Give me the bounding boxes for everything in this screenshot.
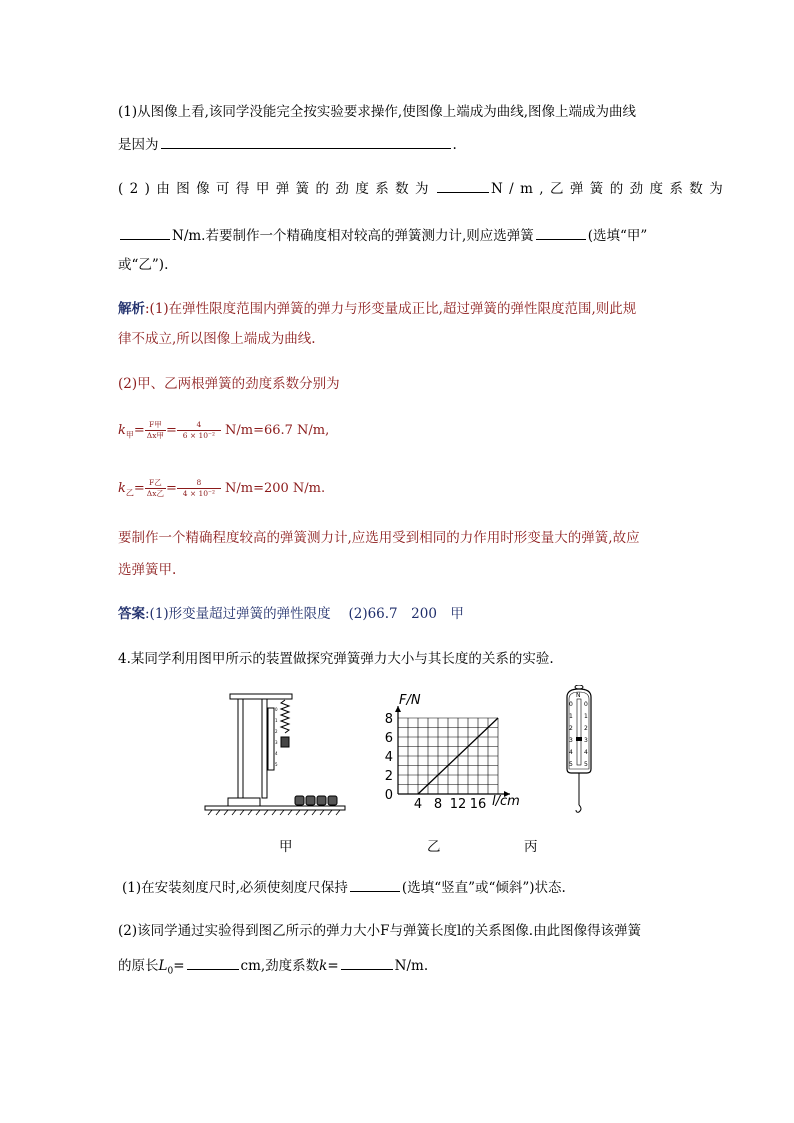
- fraction-values: $\frac{4}{\text{6 × 10⁻²}}$: [177, 420, 221, 441]
- base-board: [205, 806, 345, 810]
- y-tick-label: 6: [384, 731, 393, 746]
- analysis-line-2: [118, 330, 316, 348]
- scale-unit: N: [576, 692, 581, 699]
- svg-text:1: 1: [569, 713, 573, 720]
- fraction-f-dx: $\frac{\text{F甲}}{\text{Δx甲}}$: [146, 420, 164, 440]
- svg-text:0: 0: [569, 701, 573, 708]
- ground-hatch: [208, 810, 340, 815]
- analysis-p2: (2)甲、乙两根弹簧的劲度系数分别为: [118, 376, 340, 392]
- caption-bing: 丙: [524, 839, 538, 855]
- q2-line-1: [118, 178, 729, 198]
- k-symbol: k: [319, 958, 328, 974]
- q4-sub2-line-1: [118, 922, 641, 940]
- analysis-line-5: [118, 561, 176, 579]
- svg-text:4: 4: [569, 749, 573, 756]
- q1-answer-blank[interactable]: [161, 134, 451, 149]
- fraction-values: $\frac{8}{\text{4 × 10⁻²}}$: [177, 478, 221, 499]
- k-symbol: k: [118, 423, 126, 438]
- q2-choice-blank[interactable]: [536, 225, 586, 240]
- apparatus-figure: [200, 688, 350, 818]
- l0-subscript: 0: [167, 966, 174, 977]
- f-l-chart: [372, 690, 532, 815]
- formula-k-jia: $k_甲=$ $\frac{\text{F甲}}{\text{Δx甲}}$ = $\frac{4}{\text{6 × 10⁻²}}$ N/m=66.7 N/m,: [118, 420, 330, 440]
- svg-text:1: 1: [275, 718, 278, 723]
- analysis-p3-cont: 选弹簧甲.: [118, 562, 177, 578]
- q2-k-yi-blank[interactable]: [120, 225, 170, 240]
- analysis-line-4: [118, 529, 640, 547]
- q2-text-d: (选填“甲”: [587, 228, 648, 244]
- svg-text:5: 5: [569, 761, 573, 768]
- analysis-p3: 要制作一个精确程度较高的弹簧测力计,应选用受到相同的力作用时形变量大的弹簧,故应: [118, 530, 640, 546]
- q2-text-a: (2)由图像可得甲弹簧的劲度系数为: [118, 181, 435, 197]
- q4-sub2-line-2: 的原长$L_0=$ cm,劲度系数k= N/m.: [118, 955, 428, 981]
- formula-k-yi: $k_乙=$ $\frac{\text{F乙}}{\text{Δx乙}}$ = $\frac{8}{\text{4 × 10⁻²}}$ N/m=200 N/m.: [118, 478, 326, 498]
- q4-sub2-text-e: N/m.: [394, 958, 429, 974]
- analysis-label: 解析: [118, 301, 145, 317]
- q1-line-1: [118, 103, 636, 121]
- q1-line-2: [118, 134, 457, 154]
- svg-text:3: 3: [275, 740, 278, 745]
- q4-sub2-text: (2)该同学通过实验得到图乙所示的弹力大小F与弹簧长度l的关系图像.由此图像得该弹簧: [118, 923, 642, 939]
- x-tick-label: 12: [449, 797, 467, 812]
- spare-weights: [295, 796, 337, 805]
- svg-text:0: 0: [275, 707, 278, 712]
- k-jia-result: N/m=66.7 N/m,: [225, 423, 330, 438]
- svg-text:2: 2: [275, 729, 278, 734]
- q4-l0-blank[interactable]: [187, 955, 239, 970]
- scale-pointer: [576, 737, 582, 741]
- scale-slot: [577, 699, 581, 765]
- q4-sub1-blank[interactable]: [350, 877, 400, 892]
- hanging-weight: [281, 737, 289, 747]
- q4-sub1-text-a: (1)在安装刻度尺时,必须使刻度尺保持: [122, 880, 348, 896]
- analysis-line-1: [118, 300, 636, 318]
- x-tick-label: 16: [469, 797, 487, 812]
- fraction-f-dx: $\frac{\text{F乙}}{\text{Δx乙}}$: [146, 478, 164, 498]
- q2-k-jia-blank[interactable]: [437, 178, 489, 193]
- svg-text:3: 3: [569, 737, 573, 744]
- q4-stem-text: 4.某同学利用图甲所示的装置做探究弹簧弹力大小与其长度的关系的实验.: [118, 651, 554, 667]
- q4-sub1: [122, 877, 566, 897]
- stand-foot: [228, 798, 260, 806]
- y-tick-label: 0: [384, 788, 393, 803]
- k-subscript: 甲: [125, 430, 134, 440]
- y-tick-label: 2: [384, 769, 393, 784]
- y-tick-label: 4: [384, 750, 393, 765]
- caption-yi: 乙: [427, 839, 441, 855]
- spring: [281, 700, 289, 733]
- answer-line: [118, 605, 464, 623]
- q4-sub2-text-c: cm,劲度系数: [240, 958, 320, 974]
- q2-text-b: N/m,乙弹簧的劲度系数为: [490, 181, 730, 197]
- analysis-p1-cont: 律不成立,所以图像上端成为曲线.: [118, 331, 316, 347]
- spring-scale-figure: [556, 685, 602, 815]
- q4-stem: [118, 650, 554, 668]
- q2-line-3: [118, 256, 168, 274]
- svg-text:2: 2: [584, 725, 588, 732]
- q2-text-e: 或“乙”).: [118, 257, 169, 273]
- k-subscript: 乙: [125, 488, 134, 498]
- q2-text-c: N/m.若要制作一个精确度相对较高的弹簧测力计,则应选弹簧: [172, 228, 534, 244]
- svg-text:2: 2: [569, 725, 573, 732]
- k-symbol: k: [118, 481, 126, 496]
- caption-jia: 甲: [279, 839, 293, 855]
- scale-hook-bottom: [576, 805, 581, 812]
- y-tick-label: 8: [384, 712, 393, 727]
- k-yi-result: N/m=200 N/m.: [225, 481, 326, 496]
- analysis-p1: :(1)在弹性限度范围内弹簧的弹力与形变量成正比,超过弹簧的弹性限度范围,则此规: [145, 301, 637, 317]
- q1-text: (1)从图像上看,该同学没能完全按实验要求操作,使图像上端成为曲线,图像上端成为曲线: [118, 104, 636, 120]
- answer-text: :(1)形变量超过弹簧的弹性限度 (2)66.7 200 甲: [145, 606, 464, 622]
- chart-ticks: [385, 712, 487, 812]
- x-tick-label: 8: [433, 797, 443, 812]
- svg-text:4: 4: [275, 751, 278, 756]
- q4-k-blank[interactable]: [341, 955, 393, 970]
- svg-text:5: 5: [584, 761, 588, 768]
- q4-sub2-text-a: 的原长: [118, 958, 159, 974]
- q2-line-2: [118, 225, 647, 245]
- chart-axes: [395, 706, 510, 797]
- apparatus-scale-labels: [275, 707, 278, 767]
- svg-text:1: 1: [584, 713, 588, 720]
- chart-grid: [398, 718, 498, 794]
- svg-text:3: 3: [584, 737, 588, 744]
- x-axis-label: l/cm: [492, 794, 520, 809]
- ruler: [268, 708, 274, 770]
- l0-symbol: L: [158, 958, 168, 974]
- stand-pole: [238, 696, 243, 798]
- svg-text:5: 5: [275, 762, 278, 767]
- ruler-pole: [262, 696, 267, 798]
- svg-text:4: 4: [584, 749, 588, 756]
- q1-prefix: 是因为: [118, 137, 159, 153]
- svg-text:0: 0: [584, 701, 588, 708]
- analysis-line-3: [118, 375, 340, 393]
- q4-sub1-text-b: (选填“竖直”或“倾斜”)状态.: [401, 880, 566, 896]
- cross-arm: [230, 694, 292, 699]
- y-axis-label: F/N: [399, 693, 421, 708]
- x-tick-label: 4: [413, 797, 423, 812]
- q1-suffix: .: [452, 137, 457, 153]
- answer-label: 答案: [118, 606, 145, 622]
